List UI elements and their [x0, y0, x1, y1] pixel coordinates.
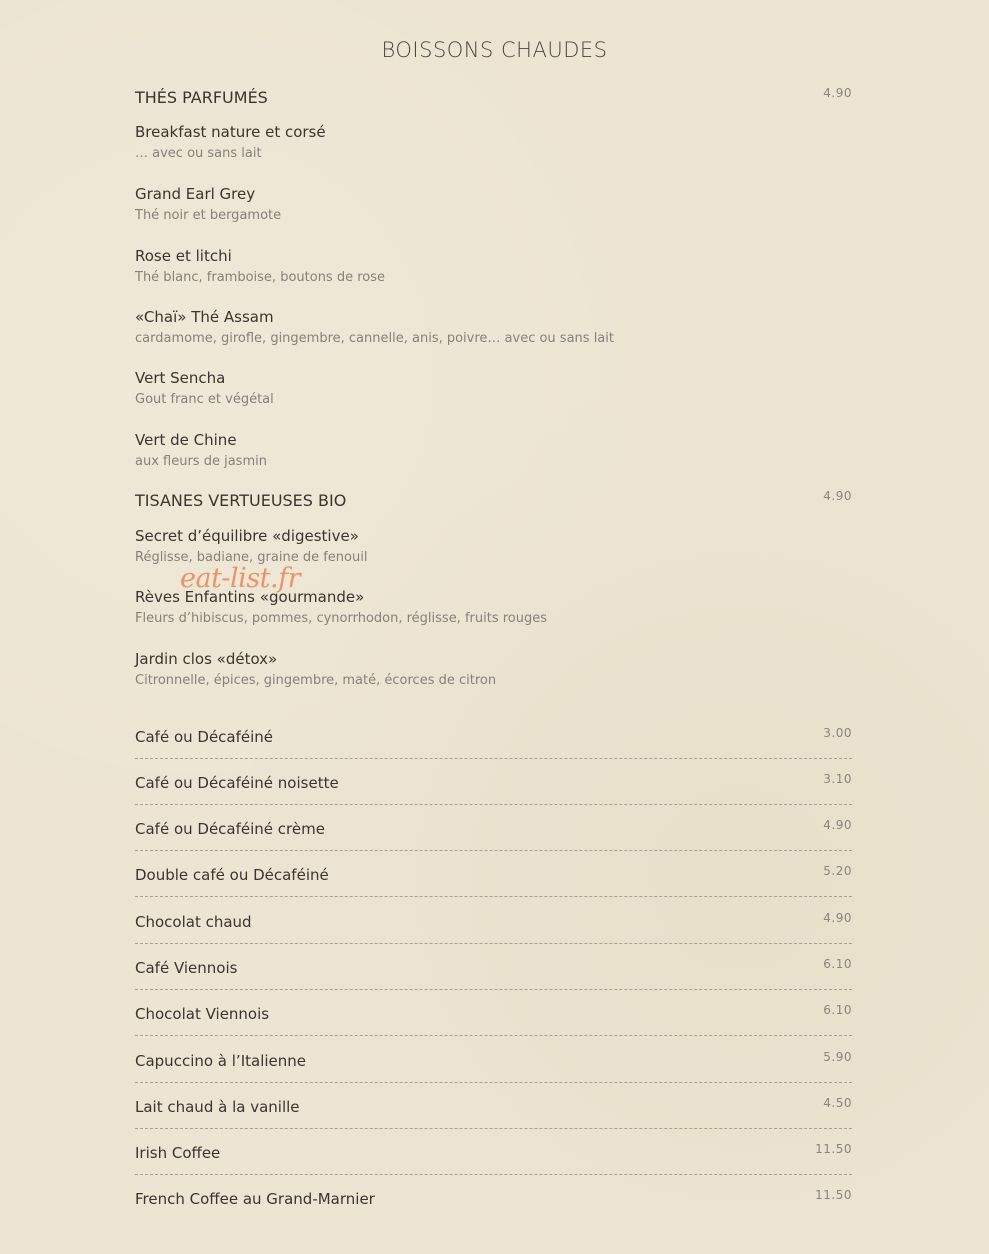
drink-price: 4.50 — [823, 1096, 852, 1110]
item-description: Réglisse, badiane, graine de fenouil — [135, 550, 368, 565]
drink-price: 5.20 — [823, 864, 852, 878]
menu-item — [135, 184, 852, 226]
item-description: Fleurs d’hibiscus, pommes, cynorrhodon, réglisse, fruits rouges — [135, 611, 548, 626]
drink-price: 6.10 — [823, 957, 852, 971]
drink-name: Café ou Décaféiné crème — [135, 820, 325, 838]
drink-row — [135, 1083, 852, 1129]
drink-row — [135, 1037, 852, 1083]
drink-name: Lait chaud à la vanille — [135, 1098, 300, 1116]
page-title: BOISSONS CHAUDES — [381, 38, 608, 62]
drink-row — [135, 944, 852, 990]
drink-row — [135, 851, 852, 897]
item-description: Thé noir et bergamote — [135, 208, 282, 223]
item-name: Rose et litchi — [135, 247, 232, 265]
drink-row — [135, 1129, 852, 1175]
drink-price: 11.50 — [815, 1188, 852, 1202]
section-title: TISANES VERTUEUSES BIO — [135, 491, 347, 510]
drink-row — [135, 990, 852, 1036]
drink-name: Double café ou Décaféiné — [135, 866, 329, 884]
item-description: Gout franc et végétal — [135, 392, 274, 407]
item-description: Citronnelle, épices, gingembre, maté, écorces de citron — [135, 673, 497, 688]
drink-name: French Coffee au Grand-Marnier — [135, 1190, 375, 1208]
drink-price: 3.00 — [823, 726, 852, 740]
section-header-tisanes — [135, 491, 852, 515]
watermark-text: eat-list.fr — [180, 563, 301, 594]
item-name: Breakfast nature et corsé — [135, 123, 326, 141]
menu-item — [135, 526, 852, 568]
drink-name: Café ou Décaféiné noisette — [135, 774, 339, 792]
drink-name: Capuccino à l’Italienne — [135, 1052, 307, 1070]
menu-item — [135, 430, 852, 472]
drink-row — [135, 713, 852, 759]
menu-item — [135, 307, 852, 349]
item-name: «Chaï» Thé Assam — [135, 308, 274, 326]
section-header-thes — [135, 88, 852, 112]
drink-row — [135, 759, 852, 805]
drink-name: Irish Coffee — [135, 1144, 221, 1162]
drink-name: Chocolat Viennois — [135, 1005, 270, 1023]
item-description: cardamome, girofle, gingembre, cannelle, anis, poivre… avec ou sans lait — [135, 331, 614, 346]
drink-name: Café Viennois — [135, 959, 238, 977]
drink-price: 6.10 — [823, 1003, 852, 1017]
section-price: 4.90 — [823, 489, 852, 503]
item-name: Vert Sencha — [135, 369, 226, 387]
drink-name: Café ou Décaféiné — [135, 728, 274, 746]
menu-item — [135, 649, 852, 691]
item-name: Grand Earl Grey — [135, 185, 256, 203]
menu-item — [135, 246, 852, 288]
drink-price: 5.90 — [823, 1050, 852, 1064]
drink-row — [135, 898, 852, 944]
item-description: aux fleurs de jasmin — [135, 454, 267, 469]
item-description: … avec ou sans lait — [135, 146, 262, 161]
item-name: Rèves Enfantins «gourmande» — [135, 588, 365, 606]
drink-name: Chocolat chaud — [135, 913, 252, 931]
item-name: Vert de Chine — [135, 431, 237, 449]
drink-row — [135, 805, 852, 851]
drink-price: 3.10 — [823, 772, 852, 786]
drink-price: 11.50 — [815, 1142, 852, 1156]
item-description: Thé blanc, framboise, boutons de rose — [135, 270, 386, 285]
drink-price: 4.90 — [823, 818, 852, 832]
section-title: THÉS PARFUMÉS — [135, 88, 268, 107]
menu-item — [135, 122, 852, 164]
section-price: 4.90 — [823, 86, 852, 100]
drink-price: 4.90 — [823, 911, 852, 925]
item-name: Jardin clos «détox» — [135, 650, 278, 668]
menu-item — [135, 368, 852, 410]
drink-row — [135, 1175, 852, 1221]
item-name: Secret d’équilibre «digestive» — [135, 527, 359, 545]
